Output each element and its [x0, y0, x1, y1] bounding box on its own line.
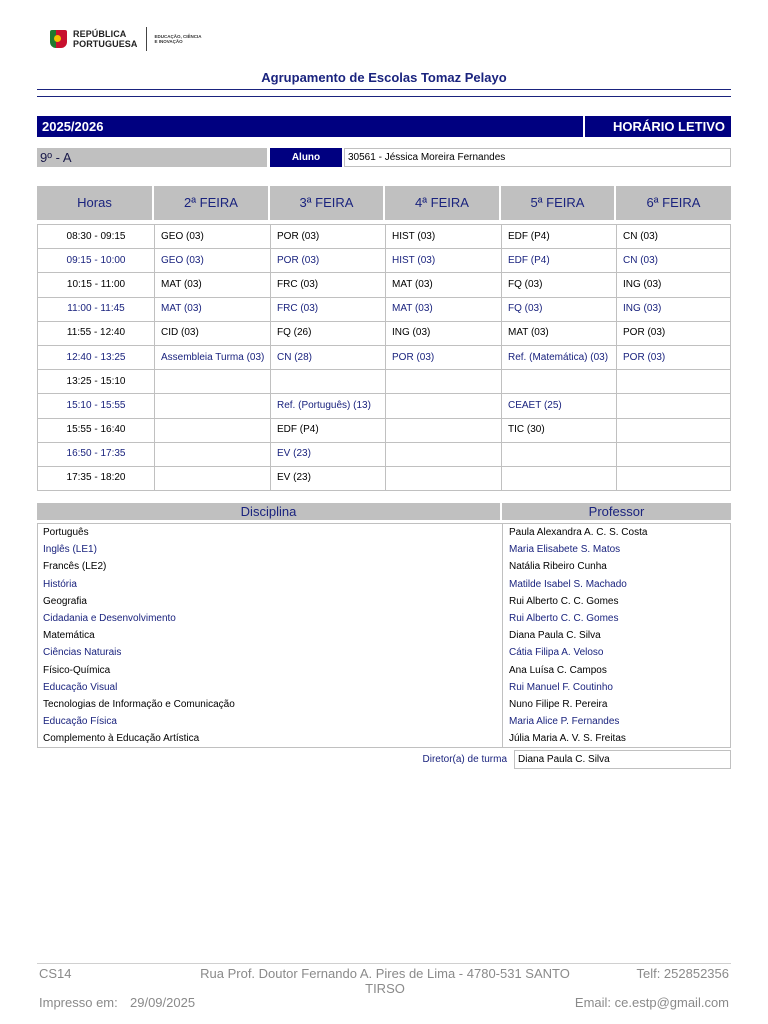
lesson-cell [385, 370, 501, 393]
schedule-row [37, 346, 731, 370]
subject-row [38, 662, 730, 679]
subject-name: Ciências Naturais [38, 644, 503, 661]
teacher-name: Rui Alberto C. C. Gomes [509, 612, 619, 624]
time-slot-cell: 11:55 - 12:40 [37, 322, 154, 345]
lesson-cell [501, 467, 616, 490]
subject-name: Educação Física [38, 713, 503, 730]
subject-name: Francês (LE2) [38, 558, 503, 575]
lesson-cell: Ref. (Português) (13) [270, 394, 385, 417]
subject-row [38, 644, 730, 661]
lesson-cell [616, 370, 731, 393]
lesson-cell: POR (03) [270, 249, 385, 272]
republic-logo [50, 27, 202, 51]
student-value: 30561 - Jéssica Moreira Fernandes [344, 148, 731, 167]
teacher-name: Júlia Maria A. V. S. Freitas [509, 733, 626, 745]
lesson-cell: ING (03) [385, 322, 501, 345]
lesson-cell: POR (03) [385, 346, 501, 369]
class-director-label: Diretor(a) de turma [422, 754, 507, 765]
lesson-cell: MAT (03) [385, 273, 501, 296]
lesson-cell [385, 443, 501, 466]
lesson-cell: FRC (03) [270, 298, 385, 321]
footer-divider [37, 963, 731, 964]
hours-column-header: Horas [37, 186, 154, 220]
lesson-cell: EDF (P4) [501, 225, 616, 248]
lesson-cell: MAT (03) [154, 298, 270, 321]
teacher-name: Rui Alberto C. C. Gomes [509, 595, 619, 607]
subject-row [38, 610, 730, 627]
time-slot-cell: 15:10 - 15:55 [37, 394, 154, 417]
subject-name: Geografia [38, 593, 503, 610]
lesson-cell [385, 394, 501, 417]
day-column-header: 2ª FEIRA [154, 186, 270, 220]
subject-name: Complemento à Educação Artística [38, 730, 503, 747]
lesson-cell: FQ (26) [270, 322, 385, 345]
lesson-cell: HIST (03) [385, 225, 501, 248]
subject-row [38, 593, 730, 610]
lesson-cell [154, 443, 270, 466]
school-name: Agrupamento de Escolas Tomaz Pelayo [261, 70, 507, 85]
subjects-table [37, 523, 731, 748]
teacher-name: Nuno Filipe R. Pereira [509, 698, 608, 710]
subject-row [38, 524, 730, 541]
teacher-name: Rui Manuel F. Coutinho [509, 681, 613, 693]
schedule-row [37, 370, 731, 394]
lesson-cell [270, 370, 385, 393]
subject-name: Cidadania e Desenvolvimento [38, 610, 503, 627]
lesson-cell: ING (03) [616, 298, 731, 321]
schedule-row [37, 225, 731, 249]
teacher-name: Maria Elisabete S. Matos [509, 544, 621, 556]
teacher-name: Cátia Filipa A. Veloso [509, 647, 604, 659]
time-slot-cell: 13:25 - 15:10 [37, 370, 154, 393]
schedule-row [37, 467, 731, 491]
time-slot-cell: 09:15 - 10:00 [37, 249, 154, 272]
subject-row [38, 713, 730, 730]
lesson-cell: POR (03) [616, 346, 731, 369]
lesson-cell: CN (03) [616, 225, 731, 248]
subject-column-header: Disciplina [37, 503, 500, 520]
lesson-cell: EDF (P4) [501, 249, 616, 272]
time-slot-cell: 17:35 - 18:20 [37, 467, 154, 490]
lesson-cell: CID (03) [154, 322, 270, 345]
subject-row [38, 679, 730, 696]
time-slot-cell: 12:40 - 13:25 [37, 346, 154, 369]
lesson-cell: GEO (03) [154, 249, 270, 272]
lesson-cell: EV (23) [270, 467, 385, 490]
teacher-name: Maria Alice P. Fernandes [509, 716, 620, 728]
lesson-cell [154, 370, 270, 393]
lesson-cell: MAT (03) [154, 273, 270, 296]
lesson-cell: POR (03) [270, 225, 385, 248]
lesson-cell [616, 443, 731, 466]
subject-row [38, 541, 730, 558]
lesson-cell [385, 419, 501, 442]
lesson-cell [501, 443, 616, 466]
subject-row [38, 576, 730, 593]
schedule-table [37, 224, 731, 491]
schedule-row [37, 443, 731, 467]
lesson-cell [616, 467, 731, 490]
lesson-cell: Assembleia Turma (03) [154, 346, 270, 369]
ministry-text: EDUCAÇÃO, CIÊNCIA E INOVAÇÃO [154, 34, 202, 44]
lesson-cell: CN (28) [270, 346, 385, 369]
subject-name: Português [38, 524, 503, 541]
subjects-header [37, 503, 731, 520]
subject-name: Físico-Química [38, 662, 503, 679]
lesson-cell [501, 370, 616, 393]
lesson-cell: HIST (03) [385, 249, 501, 272]
lesson-cell: EDF (P4) [270, 419, 385, 442]
day-column-header: 4ª FEIRA [385, 186, 501, 220]
time-slot-cell: 08:30 - 09:15 [37, 225, 154, 248]
subject-name: Inglês (LE1) [38, 541, 503, 558]
time-slot-cell: 10:15 - 11:00 [37, 273, 154, 296]
time-slot-cell: 15:55 - 16:40 [37, 419, 154, 442]
lesson-cell [154, 467, 270, 490]
schedule-row [37, 322, 731, 346]
lesson-cell [616, 394, 731, 417]
lesson-cell [385, 467, 501, 490]
subject-name: Tecnologias de Informação e Comunicação [38, 696, 503, 713]
class-director-value: Diana Paula C. Silva [514, 750, 731, 769]
school-year: 2025/2026 [37, 116, 583, 137]
lesson-cell: EV (23) [270, 443, 385, 466]
schedule-row [37, 419, 731, 443]
footer-code: CS14 [39, 966, 72, 981]
lesson-cell: MAT (03) [501, 322, 616, 345]
teacher-name: Ana Luísa C. Campos [509, 664, 607, 676]
divider [37, 96, 731, 97]
day-column-header: 3ª FEIRA [270, 186, 385, 220]
divider [37, 89, 731, 90]
lesson-cell [616, 419, 731, 442]
time-slot-cell: 16:50 - 17:35 [37, 443, 154, 466]
teacher-column-header: Professor [502, 503, 731, 520]
lesson-cell: CEAET (25) [501, 394, 616, 417]
lesson-cell [154, 419, 270, 442]
lesson-cell: Ref. (Matemática) (03) [501, 346, 616, 369]
lesson-cell [154, 394, 270, 417]
time-slot-cell: 11:00 - 11:45 [37, 298, 154, 321]
footer-email: Email: ce.estp@gmail.com [574, 995, 729, 1010]
student-label: Aluno [270, 148, 342, 167]
lesson-cell: GEO (03) [154, 225, 270, 248]
subject-row [38, 627, 730, 644]
subject-name: Educação Visual [38, 679, 503, 696]
portugal-emblem-icon [50, 28, 67, 50]
lesson-cell: TIC (30) [501, 419, 616, 442]
printed-date: 29/09/2025 [130, 995, 196, 1010]
lesson-cell: MAT (03) [385, 298, 501, 321]
teacher-name: Natália Ribeiro Cunha [509, 561, 607, 573]
teacher-name: Matilde Isabel S. Machado [509, 578, 627, 590]
footer-phone: Telf: 252852356 [636, 966, 729, 981]
class-name: 9º - A [37, 148, 267, 167]
teacher-name: Paula Alexandra A. C. S. Costa [509, 527, 648, 538]
day-column-header: 6ª FEIRA [616, 186, 731, 220]
schedule-type: HORÁRIO LETIVO [585, 116, 731, 137]
teacher-name: Diana Paula C. Silva [509, 630, 601, 642]
schedule-header [37, 186, 731, 220]
republic-text: REPÚBLICA PORTUGUESA [73, 29, 138, 49]
subject-name: História [38, 576, 503, 593]
subject-row [38, 730, 730, 747]
lesson-cell: FQ (03) [501, 273, 616, 296]
lesson-cell: FRC (03) [270, 273, 385, 296]
schedule-row [37, 273, 731, 297]
footer-address: Rua Prof. Doutor Fernando A. Pires de Lima - 4780-531 SANTO TIRSO [200, 966, 570, 996]
schedule-row [37, 394, 731, 418]
subject-name: Matemática [38, 627, 503, 644]
schedule-row [37, 298, 731, 322]
subject-row [38, 696, 730, 713]
lesson-cell: POR (03) [616, 322, 731, 345]
lesson-cell: ING (03) [616, 273, 731, 296]
day-column-header: 5ª FEIRA [501, 186, 616, 220]
subject-row [38, 558, 730, 575]
schedule-row [37, 249, 731, 273]
lesson-cell: CN (03) [616, 249, 731, 272]
lesson-cell: FQ (03) [501, 298, 616, 321]
printed-label: Impresso em: [39, 995, 118, 1010]
